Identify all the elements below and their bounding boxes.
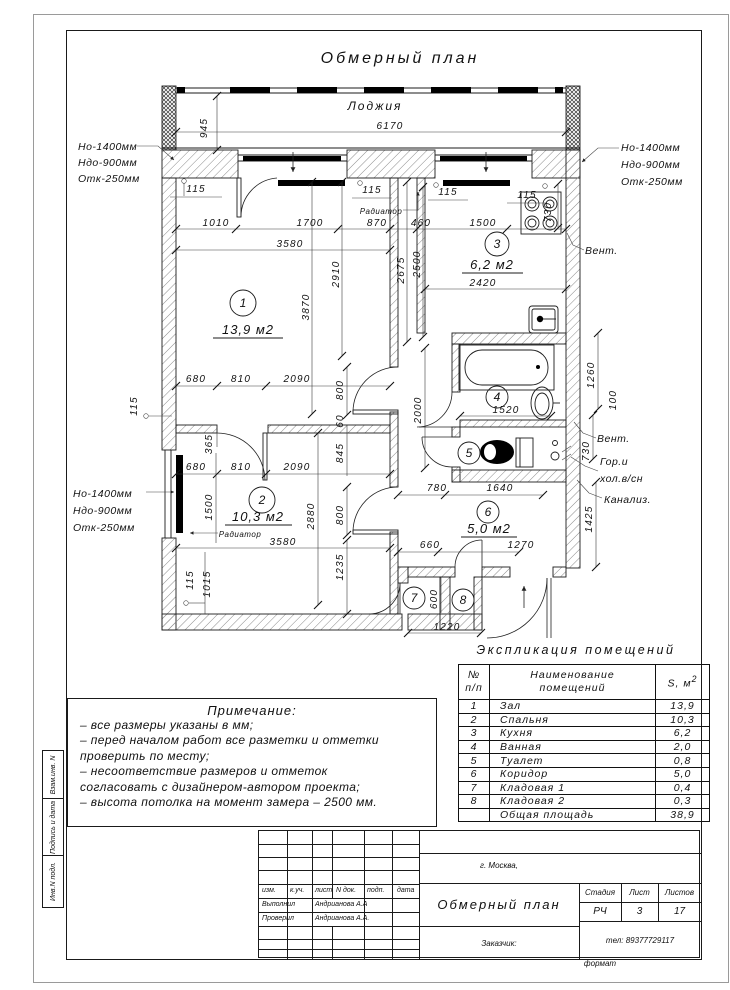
side-label: Инв.N подл. <box>50 862 57 901</box>
dim-label: 2000 <box>413 396 424 424</box>
window-note-line: Но-1400мм <box>78 141 138 153</box>
note-line: – все размеры указаны в мм; <box>80 718 254 732</box>
notes-box <box>67 698 437 827</box>
side-label: Подпись и дата <box>50 801 57 854</box>
notes-title: Примечание: <box>207 703 297 718</box>
dim-label: 115 <box>362 185 382 196</box>
col-no: № <box>467 669 481 681</box>
window-sash <box>243 156 341 161</box>
dim-label: 2090 <box>283 462 311 473</box>
corridor-south-wall <box>408 567 455 577</box>
loggia-left-pier <box>162 86 176 150</box>
dim-label: 680 <box>185 462 207 473</box>
facade-wall <box>162 150 238 178</box>
room-number: 7 <box>410 591 418 605</box>
hot-cold-water-label: хол.в/сн <box>600 473 644 485</box>
dim-label: 3870 <box>301 293 312 321</box>
balcony-door <box>241 178 277 217</box>
loggia-label: Лоджия <box>347 99 403 113</box>
south-wall <box>162 614 402 630</box>
customer-label: Заказчик: <box>481 939 517 948</box>
dim-label: 1270 <box>507 540 535 551</box>
dim-label: 810 <box>230 462 252 473</box>
made-by-label: Выполнил <box>262 901 296 908</box>
facade-wall <box>347 150 435 178</box>
dim-label: 2500 <box>412 250 423 278</box>
table-row: 4 Ванная 2,0 <box>459 740 710 754</box>
dim-label: 115 <box>185 570 196 590</box>
closet2-door <box>455 540 482 567</box>
col-area: S, м <box>667 677 692 690</box>
room-number: 8 <box>459 593 467 607</box>
sheets-label: Листов <box>664 888 695 897</box>
drawing-title: Обмерный план <box>320 50 480 67</box>
dim-label: 115 <box>517 190 537 201</box>
room-number: 6 <box>484 505 492 519</box>
window-note-left-mid <box>73 488 174 534</box>
sheet-number: 3 <box>636 906 643 917</box>
dim-label: 730 <box>581 440 592 462</box>
phone-label: тел: 89377729117 <box>605 936 675 945</box>
dim-label: 600 <box>429 588 440 610</box>
note-line: – высота потолка на момент замера – 2500 мм. <box>80 795 378 810</box>
note-line: – перед началом работ все разметки и отметки <box>80 733 380 748</box>
washbasin <box>531 387 560 419</box>
dim-label: 1425 <box>584 505 595 533</box>
dim-label: 2090 <box>283 374 311 385</box>
vent-label: Вент. <box>597 433 630 445</box>
table-row: 5 Туалет 0,8 <box>459 754 710 768</box>
dim-label: 365 <box>204 433 215 455</box>
room-area: 13,9 м2 <box>221 322 275 337</box>
side-cell <box>43 751 63 799</box>
room-area: 6,2 м2 <box>470 257 514 272</box>
table-row: 6 Коридор 5,0 <box>459 767 710 781</box>
radiator-label: Радиатор <box>359 207 403 216</box>
stage-label: Стадия <box>585 888 615 897</box>
sheet-label: Лист <box>629 888 650 897</box>
dim-label: 1010 <box>202 218 230 229</box>
table-header-row: № п/п Наименование помещений S, $м^2$ <box>459 665 710 700</box>
window-note-line: Но-1400мм <box>73 488 133 500</box>
table-row: 7 Кладовая 1 0,4 <box>459 781 710 795</box>
dim-label: 1500 <box>469 218 497 229</box>
dim-label: 2420 <box>469 278 497 289</box>
dim-label: 3580 <box>269 537 297 548</box>
toilet <box>480 438 533 467</box>
dim-label: 845 <box>335 442 346 464</box>
dim-label: 460 <box>410 218 432 229</box>
radiator-label: Радиатор <box>218 530 262 539</box>
note-line: проверить по месту; <box>80 748 210 763</box>
room-number: 4 <box>493 390 501 404</box>
window-note-line: Отк-250мм <box>621 176 683 188</box>
checked-by-label: Проверил <box>262 915 294 922</box>
room-number: 2 <box>258 493 266 507</box>
dim-label: 780 <box>426 483 448 494</box>
explication-table <box>458 664 710 822</box>
toilet-door <box>422 437 452 467</box>
room2-hall-door <box>353 487 398 532</box>
stamp-doc-title: Обмерный план <box>437 897 561 912</box>
stamp-col-list: лист <box>315 887 333 894</box>
dim-label: 115 <box>129 396 140 416</box>
vent-label: Вент. <box>585 245 618 257</box>
city-label: г. Москва, <box>480 861 518 870</box>
stamp-col-data: дата <box>397 887 415 894</box>
dim-label: 945 <box>199 117 210 139</box>
dimension-labels <box>129 118 619 633</box>
room1-room2-wall <box>176 425 217 433</box>
loggia <box>162 86 580 150</box>
stamp-col-podp: подп. <box>367 887 385 894</box>
dim-label: 1520 <box>492 405 520 416</box>
room-number: 1 <box>239 296 247 310</box>
table-row: 8 Кладовая 2 0,3 <box>459 795 710 809</box>
entry-door <box>487 578 547 638</box>
dim-label: 730 <box>543 201 554 223</box>
stamp-col-kuch: к.уч. <box>290 887 305 894</box>
window-note-line: Ндо-900мм <box>73 505 133 517</box>
side-cell <box>43 799 63 856</box>
dim-label: 2675 <box>396 256 407 284</box>
table-row: 3 Кухня 6,2 <box>459 727 710 741</box>
side-label: Взам.инв. N <box>50 755 57 795</box>
side-cell <box>43 856 63 907</box>
note-line: согласовать с дизайнером-автором проекта; <box>80 779 361 794</box>
table-row: 2 Спальня 10,3 <box>459 713 710 727</box>
interior-walls <box>176 178 566 630</box>
dim-label: 115 <box>438 187 458 198</box>
room1-room2-wall <box>268 425 390 433</box>
radiator-bar <box>443 180 510 186</box>
room-number: 5 <box>465 446 473 460</box>
dim-label: 115 <box>186 184 206 195</box>
stamp-col-izm: изм. <box>262 887 276 894</box>
dim-label: 1015 <box>202 570 213 598</box>
window-note-line: Ндо-900мм <box>621 159 681 171</box>
room-area: 10,3 м2 <box>231 509 285 524</box>
window-note-right-top <box>582 142 683 188</box>
col-name: Наименование <box>530 669 615 681</box>
bath-toilet-wall <box>460 420 566 427</box>
dim-label: 1500 <box>204 493 215 521</box>
stamp-col-ndok: N док. <box>336 887 357 894</box>
dim-label: 60 <box>335 414 346 428</box>
stage-value: РЧ <box>593 906 607 917</box>
window-note-line: Отк-250мм <box>73 522 135 534</box>
dim-label: 1260 <box>586 361 597 389</box>
window-note-line: Ндо-900мм <box>78 157 138 169</box>
side-column <box>42 750 64 908</box>
dim-label: 100 <box>608 389 619 411</box>
table-row-total: Общая площадь 38,9 <box>459 808 710 822</box>
window-note-line: Но-1400мм <box>621 142 681 154</box>
title-block <box>258 830 700 958</box>
radiator-bar <box>176 455 183 533</box>
hot-cold-water-label: Гор.и <box>600 456 629 468</box>
toilet-south-wall <box>452 470 566 482</box>
explication-title: Экспликация помещений <box>476 643 676 657</box>
table-row: 1 Зал 13,9 <box>459 700 710 714</box>
kitchen-bath-wall <box>452 333 566 344</box>
window-sash <box>440 156 527 161</box>
dim-label: 680 <box>185 374 207 385</box>
room-number: 3 <box>493 237 501 251</box>
dim-label: 810 <box>230 374 252 385</box>
loggia-right-pier <box>566 86 580 150</box>
dim-label: 1700 <box>296 218 324 229</box>
window-note-left-top <box>78 141 174 185</box>
room1-door <box>353 367 398 412</box>
checked-by-name: Андрианова А.А. <box>315 915 370 922</box>
sheets-total: 17 <box>673 906 686 917</box>
sewer-label: Канализ. <box>604 494 652 506</box>
window-note-line: Отк-250мм <box>78 173 140 185</box>
format-label: формат <box>583 959 617 968</box>
dim-label: 870 <box>366 218 388 229</box>
closet-vestibule-wall <box>474 577 482 630</box>
water-meters <box>551 441 559 461</box>
dim-label: 3580 <box>276 239 304 250</box>
dim-label: 6170 <box>376 121 404 132</box>
room-area: 5,0 м2 <box>467 521 511 536</box>
west-wall <box>162 178 176 450</box>
dim-label: 1640 <box>486 483 514 494</box>
dim-label: 660 <box>419 540 441 551</box>
dim-label: 800 <box>335 504 346 526</box>
dim-label: 800 <box>335 379 346 401</box>
dim-label: 1235 <box>335 553 346 581</box>
bathtub <box>459 345 554 390</box>
made-by-name: Андрианова А.А <box>315 901 368 908</box>
kitchen-sink <box>529 306 558 333</box>
loggia-glazing-sashes <box>177 87 563 93</box>
dim-label: 2910 <box>331 260 342 288</box>
east-wall <box>566 150 580 568</box>
dim-label: 1220 <box>433 622 461 633</box>
note-line: – несоответствие размеров и отметок <box>80 764 328 779</box>
dim-label: 2880 <box>306 502 317 530</box>
